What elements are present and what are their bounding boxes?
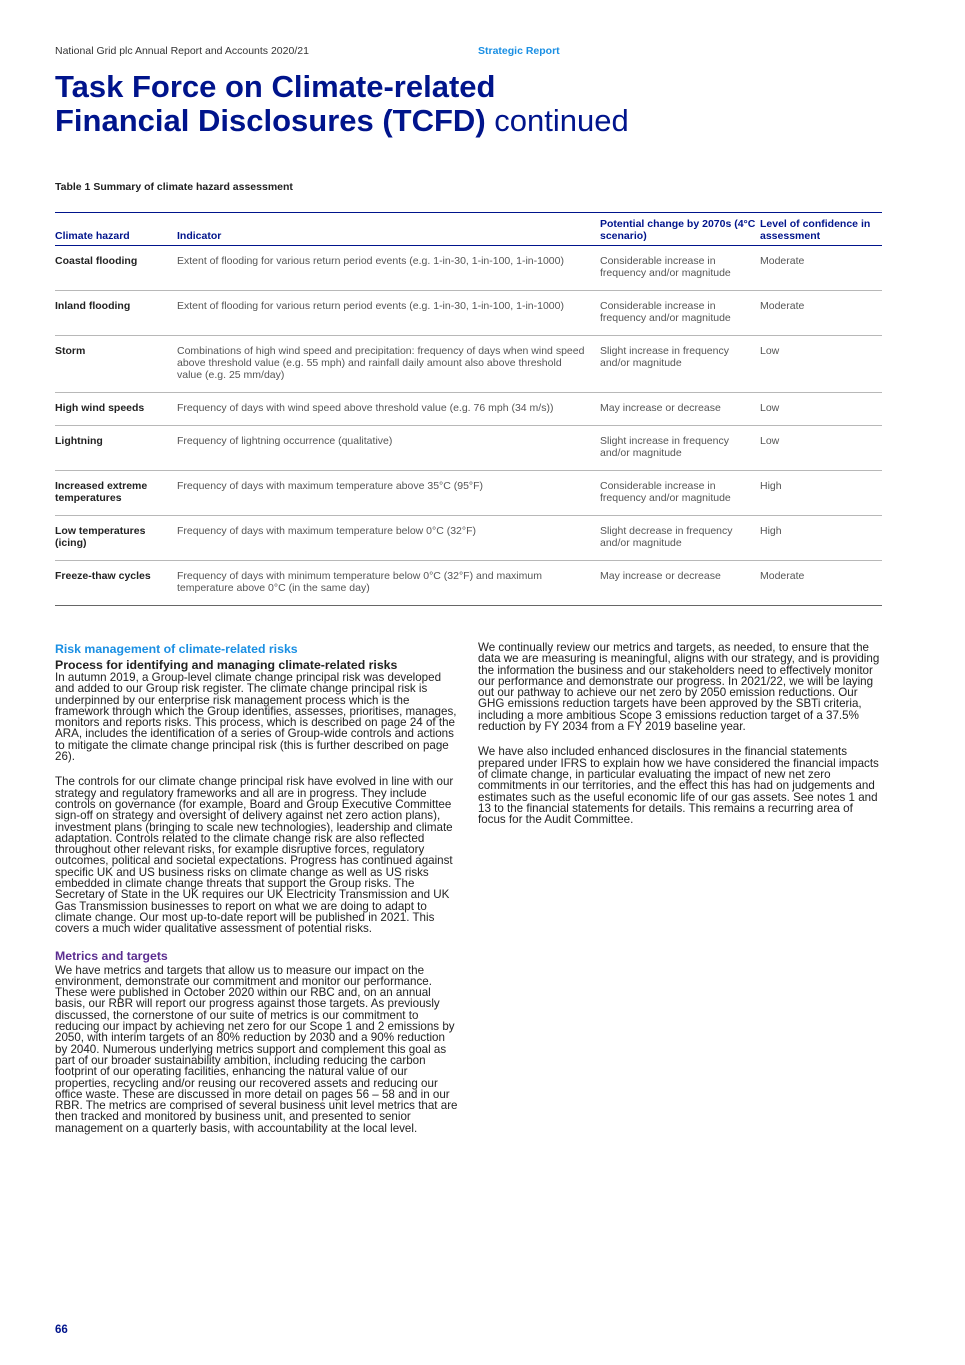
table-row xyxy=(55,246,882,291)
hazard-cell: Storm xyxy=(55,336,177,393)
hazard-cell: Low temperatures (icing) xyxy=(55,516,177,561)
table-row xyxy=(55,426,882,471)
confidence-cell: Moderate xyxy=(760,246,882,291)
hazard-cell: Freeze-thaw cycles xyxy=(55,561,177,606)
header-indicator: Indicator xyxy=(177,213,600,246)
metrics-paragraph: We have metrics and targets that allow us to measure our impact on the environment, demonstrate our commitment and monitor our performance. These were published in October 2020 within our RBC and, on an annual basis, our RBR will report our progress against those targets. As previously discussed, the cornerstone of our suite of metrics is our commitment to reducing our impact by achieving net zero for our Scope 1 and 2 emissions by 2050, with interim targets of an 80% reduction by 2030 and a 90% reduction by 2040. Numerous underlying metrics support and complement this goal as part of our broader sustainability ambition, including reducing the carbon footprint of our operating facilities, enhancing the natural value of our properties, recycling and/or reusing our recovered assets and reducing our office waste. These are discussed in more detail on pages 56 – 58 and in our RBR. The metrics are comprised of several business unit level metrics that are then tracked and monitored by business unit, and presented to senior management on a quarterly basis, with accountability at the local level. xyxy=(55,963,458,1135)
confidence-cell: Low xyxy=(760,393,882,426)
potential-cell: Slight increase in frequency and/or magnitude xyxy=(600,336,760,393)
header-potential-change: Potential change by 2070s (4°C scenario) xyxy=(600,213,760,246)
title-line1: Task Force on Climate-related xyxy=(55,69,496,104)
hazard-cell: Coastal flooding xyxy=(55,246,177,291)
potential-cell: Slight decrease in frequency and/or magnitude xyxy=(600,516,760,561)
potential-cell: Considerable increase in frequency and/or magnitude xyxy=(600,471,760,516)
indicator-cell: Frequency of days with minimum temperature below 0°C (32°F) and maximum temperature above 0°C (in the same day) xyxy=(177,561,600,606)
hazard-cell: Lightning xyxy=(55,426,177,471)
hazard-cell: Inland flooding xyxy=(55,291,177,336)
hazard-cell: High wind speeds xyxy=(55,393,177,426)
indicator-cell: Extent of flooding for various return period events (e.g. 1-in-30, 1-in-100, 1-in-1000) xyxy=(177,291,600,336)
potential-cell: Slight increase in frequency and/or magnitude xyxy=(600,426,760,471)
potential-cell: Considerable increase in frequency and/or magnitude xyxy=(600,246,760,291)
metrics-heading: Metrics and targets xyxy=(55,948,168,963)
confidence-cell: Moderate xyxy=(760,561,882,606)
table-row xyxy=(55,291,882,336)
report-name: National Grid plc Annual Report and Accounts 2020/21 xyxy=(55,45,309,57)
confidence-cell: Low xyxy=(760,426,882,471)
table-header-row xyxy=(55,213,882,246)
table-row xyxy=(55,561,882,606)
risk-paragraph-1: In autumn 2019, a Group-level climate change principal risk was developed and added to our Group risk register. The climate change principal risk is underpinned by our enterprise risk management process which is the framework through which the Group identifies, assesses, prioritises, manages, monitors and reports risks. This process, which is described on page 24 of the ARA, includes the identification of a series of Group-wide controls and actions to mitigate the climate change principal risk (this is further described on page 26). xyxy=(55,671,457,764)
risk-paragraph-2: The controls for our climate change principal risk have evolved in line with our strategy and regulatory frameworks and all are in progress. They include controls on governance (for example, Board and Group Executive Committee sign-off on strategy and oversight of delivery against net zero action plans), investment plans (bringing to scale new technologies), leadership and climate adaptation. Controls related to the climate change risk are also reflected throughout other relevant risks, for example disruptive forces, regulatory outcomes, political and societal expectations. Progress has continued against specific UK and US business risks on climate change as well as US risks embedded in climate change threats that support the Group risks. The Secretary of State in the UK requires our UK Electricity Transmission and UK Gas Transmission businesses to report on what we are doing to adapt to climate change. Our most up-to-date report will be published in 2021. This covers a much wider qualitative assessment of potential risks. xyxy=(55,775,454,936)
page-title xyxy=(55,70,755,138)
title-continued: continued xyxy=(494,103,629,138)
indicator-cell: Frequency of days with maximum temperature above 35°C (95°F) xyxy=(177,471,600,516)
confidence-cell: High xyxy=(760,516,882,561)
confidence-cell: Low xyxy=(760,336,882,393)
table-row xyxy=(55,516,882,561)
indicator-cell: Frequency of days with maximum temperature below 0°C (32°F) xyxy=(177,516,600,561)
climate-hazard-table xyxy=(55,212,882,606)
confidence-cell: High xyxy=(760,471,882,516)
process-heading: Process for identifying and managing climate-related risks xyxy=(55,658,398,672)
header-climate-hazard: Climate hazard xyxy=(55,213,177,246)
indicator-cell: Frequency of lightning occurrence (qualitative) xyxy=(177,426,600,471)
table-row xyxy=(55,471,882,516)
right-text-column xyxy=(478,642,883,839)
hazard-cell: Increased extreme temperatures xyxy=(55,471,177,516)
section-label: Strategic Report xyxy=(478,45,560,57)
potential-cell: May increase or decrease xyxy=(600,393,760,426)
table-row xyxy=(55,336,882,393)
risk-management-heading: Risk management of climate-related risks xyxy=(55,642,298,656)
title-line2-bold: Financial Disclosures (TCFD) xyxy=(55,103,486,138)
indicator-cell: Frequency of days with wind speed above threshold value (e.g. 76 mph (34 m/s)) xyxy=(177,393,600,426)
page-number: 66 xyxy=(55,1324,68,1336)
confidence-cell: Moderate xyxy=(760,291,882,336)
indicator-cell: Combinations of high wind speed and precipitation: frequency of days when wind speed above threshold value (e.g. 55 mph) and rainfall daily amount also above threshold value (e.g. 25 mm/day) xyxy=(177,336,600,393)
left-text-column xyxy=(55,642,460,1148)
review-paragraph: We continually review our metrics and targets, as needed, to ensure that the data we are measuring is meaningful, aligns with our strategy, and is providing the information the business and our stakeholders need to effectively monitor our performance and demonstrate our progress. In 2021/22, we will be laying out our pathway to achieve our net zero by 2050 emission reductions. Our GHG emissions reduction targets have been approved by the SBTi criteria, including a more ambitious Scope 3 emissions reduction target of a 37.5% reduction by FY 2034 from a FY 2019 baseline year. xyxy=(478,641,880,734)
potential-cell: May increase or decrease xyxy=(600,561,760,606)
disclosures-paragraph: We have also included enhanced disclosures in the financial statements prepared under IFRS to explain how we have considered the financial impacts of climate change, in particular evaluating the impact of new net zero commitments in our territories, and the effect this has had on judgements and estimates such as the useful economic life of our gas assets. See notes 1 and 13 to the financial statements for details. This remains a recurring area of focus for the Audit Committee. xyxy=(478,745,879,827)
indicator-cell: Extent of flooding for various return period events (e.g. 1-in-30, 1-in-100, 1-in-1000) xyxy=(177,246,600,291)
table-caption: Table 1 Summary of climate hazard assessment xyxy=(55,181,293,193)
potential-cell: Considerable increase in frequency and/or magnitude xyxy=(600,291,760,336)
header-confidence: Level of confidence in assessment xyxy=(760,213,882,246)
table-row xyxy=(55,393,882,426)
